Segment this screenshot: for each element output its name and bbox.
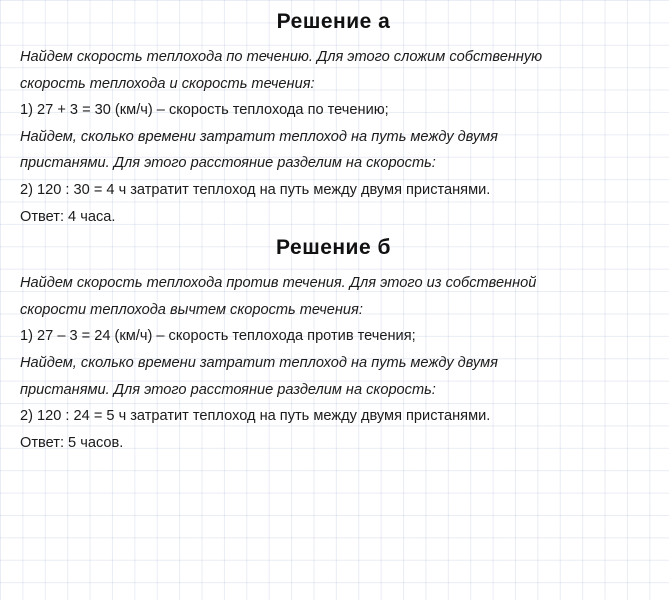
solution-section-a <box>20 0 647 224</box>
text-line: скорости теплохода вычтем скорость течения: <box>20 301 363 318</box>
text-line: скорость теплохода и скорость течения: <box>20 75 315 92</box>
text-line: Найдем, сколько времени затратит теплоход на путь между двумя <box>20 354 498 371</box>
text-line: Найдем скорость теплохода по течению. Для этого сложим собственную <box>20 49 543 65</box>
spacer <box>20 198 647 210</box>
answer-b <box>20 436 647 451</box>
text-line: 1) 27 + 3 = 30 (км/ч) – скорость теплохода по течению; <box>20 102 389 119</box>
paragraph-b4 <box>20 409 647 424</box>
spacer <box>20 291 647 303</box>
spacer <box>20 65 647 77</box>
paragraph-b2 <box>20 329 647 344</box>
text-line: Ответ: 4 часа. <box>20 208 116 225</box>
text-line: Найдем скорость теплохода против течения. Для этого из собственной <box>20 275 537 292</box>
paragraph-a1 <box>20 50 647 91</box>
spacer <box>20 424 647 436</box>
solution-section-b <box>20 224 647 450</box>
answer-a <box>20 210 647 225</box>
text-line: 2) 120 : 30 = 4 ч затратит теплоход на путь между двумя пристанями. <box>20 181 491 198</box>
spacer <box>20 371 647 383</box>
section-title-a: Решение а <box>276 10 391 33</box>
paragraph-a4 <box>20 183 647 198</box>
text-line: Ответ: 5 часов. <box>20 434 124 451</box>
text-line: Найдем, сколько времени затратит теплоход на путь между двумя <box>20 128 498 145</box>
spacer <box>20 260 647 276</box>
paragraph-a2 <box>20 103 647 118</box>
text-line: 2) 120 : 24 = 5 ч затратит теплоход на путь между двумя пристанями. <box>20 408 491 425</box>
paragraph-b1 <box>20 276 647 317</box>
paragraph-a3 <box>20 130 647 171</box>
paragraph-b3 <box>20 356 647 397</box>
spacer <box>20 118 647 130</box>
text-line: пристанями. Для этого расстояние разделим на скорость: <box>20 381 436 398</box>
text-line: 1) 27 – 3 = 24 (км/ч) – скорость теплохода против течения; <box>20 328 416 345</box>
text-line: пристанями. Для этого расстояние разделим на скорость: <box>20 155 436 172</box>
spacer <box>20 34 647 50</box>
section-title-b: Решение б <box>276 236 391 260</box>
